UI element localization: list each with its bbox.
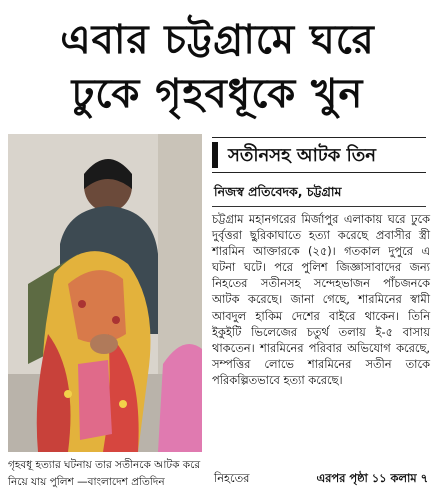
headline-line-2: ঢুকে গৃহবধূকে খুন <box>71 71 364 117</box>
byline: নিজস্ব প্রতিবেদক, চট্টগ্রাম <box>214 184 342 199</box>
subhead-box <box>212 137 426 173</box>
article-body: চট্টগ্রাম মহানগরের মির্জাপুর এলাকায় ঘরে ঢুকে দুর্বৃত্তরা ছুরিকাঘাতে হত্যা করেছে প্রবাসীর স্ত্রী শারমিন আক্তারকে (২৫)। গতকাল দুপুরে এ ঘটনা ঘটে। পরে পুলিশ জিজ্ঞাসাবাদের জন্য নিহতের সতীনসহ সন্দেহভাজন পাঁচজনকে আটক করেছে। জানা গেছে, শারমিনের স্বামী আবদুল হাকিম দেশের বাইরে থাকেন। তিনি ইকুইটি ভিলেজের চতুর্থ তলায় ই-৫ বাসায় থাকতেন। শারমিনের পরিবার অভিযোগ করেছে, সম্পত্তির লোভে শারমিনের সতীন তাকে পরিকল্পিতভাবে হত্যা করেছে। <box>212 212 430 387</box>
continuation-lead: নিহতের <box>214 471 250 485</box>
continuation-reference: এরপর পৃষ্ঠা ১১ কলাম ৭ <box>316 471 428 485</box>
news-photo <box>8 134 202 452</box>
continuation-line <box>214 470 428 486</box>
subhead-bar <box>212 142 218 168</box>
subhead: সতীনসহ আটক তিন <box>228 145 376 166</box>
headline-line-1: এবার চট্টগ্রামে ঘরে <box>60 17 375 63</box>
byline-divider <box>212 206 426 207</box>
photo-caption: গৃহবধূ হত্যার ঘটনায় তার সতীনকে আটক করে নিয়ে যায় পুলিশ —বাংলাদেশ প্রতিদিন <box>8 459 201 488</box>
